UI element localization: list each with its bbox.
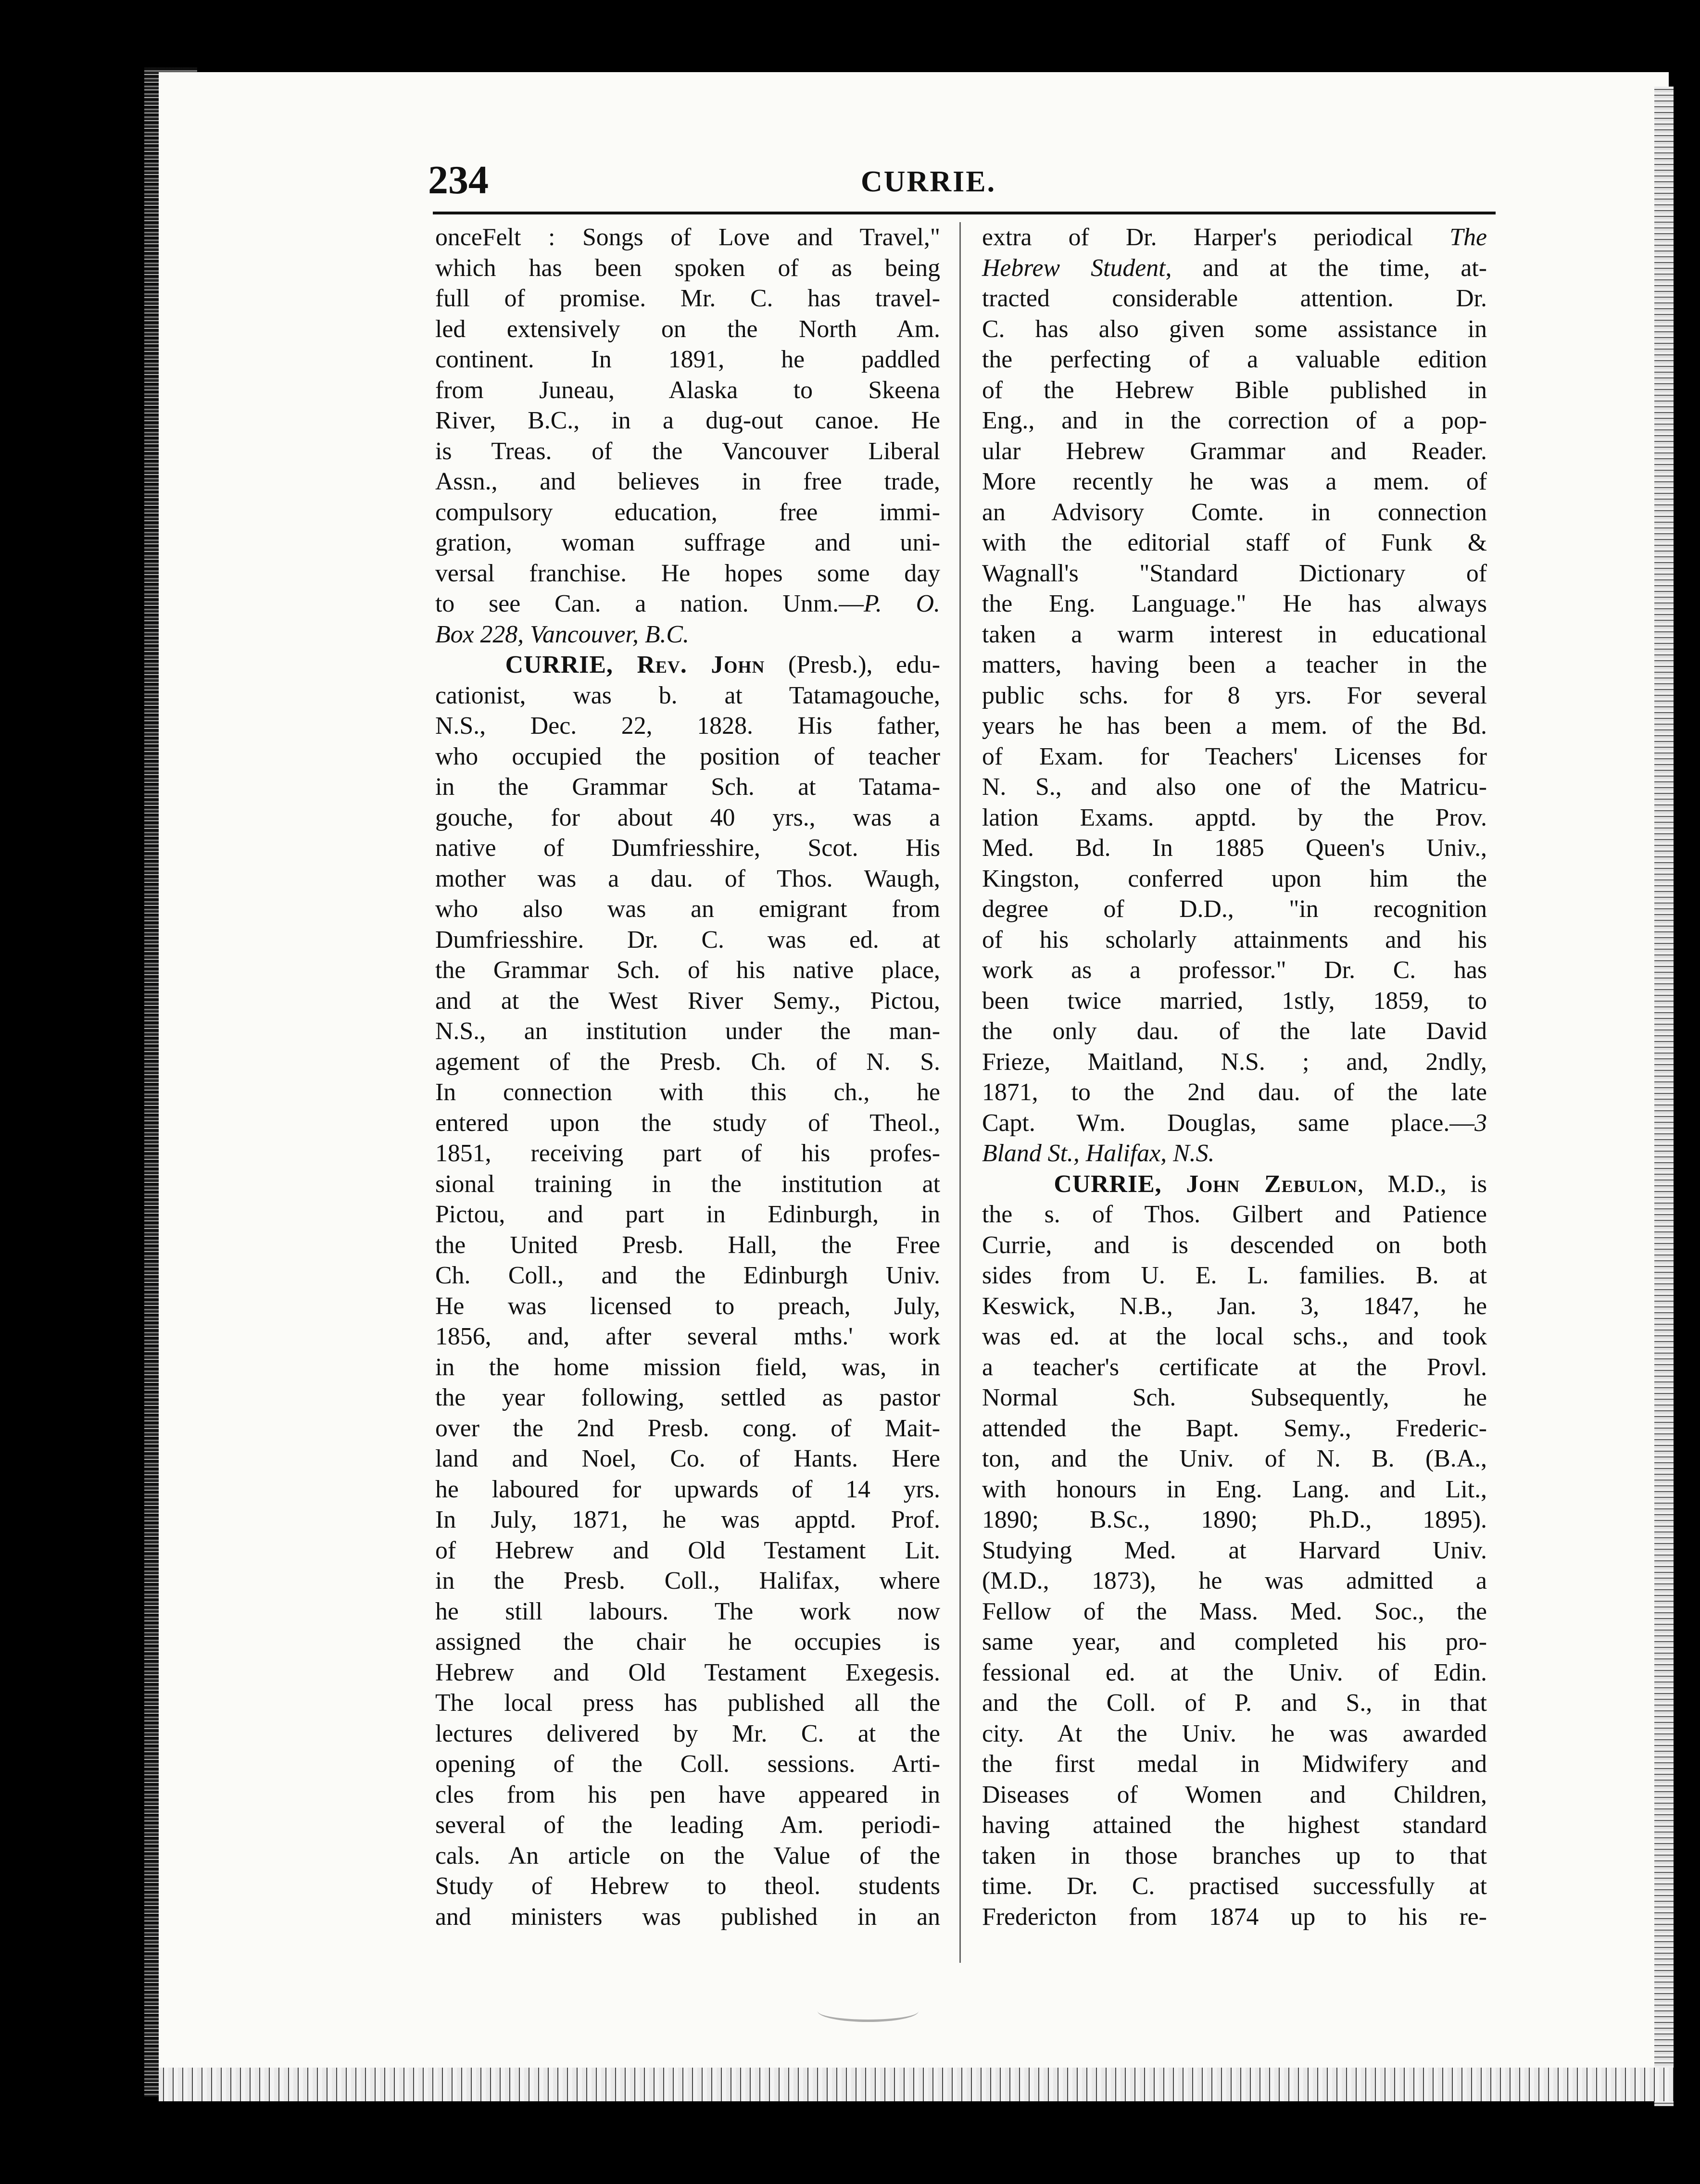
text-line: Studying Med. at Harvard Univ. — [982, 1536, 1487, 1564]
text-line: The local press has published all the — [435, 1689, 940, 1717]
text-fragment: Capt. Wm. Douglas, same place.— — [982, 1109, 1475, 1137]
text-line: Pictou, and part in Edinburgh, in — [435, 1201, 940, 1228]
text-line: sides from U. E. L. families. B. at — [982, 1262, 1487, 1289]
text-fragment: , M.D., is — [1357, 1170, 1487, 1198]
text-line: N. S., and also one of the Matricu- — [982, 773, 1487, 801]
text-line: Fellow of the Mass. Med. Soc., the — [982, 1597, 1487, 1625]
text-line — [982, 1108, 1487, 1139]
ink-smudge — [818, 2000, 919, 2022]
text-line: was ed. at the local schs., and took — [982, 1323, 1487, 1350]
right-page-edge — [1654, 87, 1674, 2106]
text-line: More recently he was a mem. of — [982, 468, 1487, 495]
text-line: full of promise. Mr. C. has travel- — [435, 285, 940, 312]
text-line: of Hebrew and Old Testament Lit. — [435, 1536, 940, 1564]
text-line: cationist, was b. at Tatamagouche, — [435, 681, 940, 709]
text-line: sional training in the institution at — [435, 1170, 940, 1198]
text-line — [982, 253, 1487, 284]
text-line: same year, and completed his pro- — [982, 1628, 1487, 1656]
text-fragment: extra of Dr. Harper's periodical — [982, 224, 1450, 251]
text-line: Fredericton from 1874 up to his re- — [982, 1903, 1487, 1931]
text-line: with honours in Eng. Lang. and Lit., — [982, 1475, 1487, 1503]
text-line: (M.D., 1873), he was admitted a — [982, 1567, 1487, 1594]
text-line: versal franchise. He hopes some day — [435, 559, 940, 587]
text-line: the Grammar Sch. of his native place, — [435, 956, 940, 984]
text-line: public schs. for 8 yrs. For several — [982, 681, 1487, 709]
running-head: CURRIE. — [861, 165, 996, 198]
italic-fragment: 3 — [1474, 1109, 1487, 1137]
text-line: 1871, to the 2nd dau. of the late — [982, 1079, 1487, 1106]
text-line: lectures delivered by Mr. C. at the — [435, 1720, 940, 1747]
text-line: the year following, settled as pastor — [435, 1384, 940, 1411]
text-line: the perfecting of a valuable edition — [982, 346, 1487, 373]
page-number: 234 — [428, 158, 489, 202]
text-line: in the Grammar Sch. at Tatama- — [435, 773, 940, 801]
text-line: Keswick, N.B., Jan. 3, 1847, he — [982, 1292, 1487, 1320]
text-line: tracted considerable attention. Dr. — [982, 285, 1487, 312]
column-divider — [959, 222, 961, 1963]
address-line: Box 228, Vancouver, B.C. — [435, 620, 689, 648]
text-line: entered upon the study of Theol., — [435, 1109, 940, 1137]
text-line: 1851, receiving part of his profes- — [435, 1140, 940, 1167]
italic-fragment: P. O. — [863, 590, 941, 617]
text-line: who also was an emigrant from — [435, 895, 940, 923]
bottom-page-edge — [159, 2068, 1674, 2101]
text-fragment: , and at the time, at- — [1165, 254, 1487, 282]
text-line: having attained the highest standard — [982, 1811, 1487, 1839]
text-line: Eng., and in the correction of a pop- — [982, 407, 1487, 434]
text-line: of Exam. for Teachers' Licenses for — [982, 742, 1487, 770]
text-line: land and Noel, Co. of Hants. Here — [435, 1445, 940, 1472]
text-line: cles from his pen have appeared in — [435, 1781, 940, 1808]
text-line: the s. of Thos. Gilbert and Patience — [982, 1201, 1487, 1228]
text-fragment: (Presb.), edu- — [765, 651, 940, 678]
text-line: gration, woman suffrage and uni- — [435, 529, 940, 556]
page-header — [428, 159, 1289, 202]
text-line: several of the leading Am. periodi- — [435, 1811, 940, 1839]
text-line: of the Hebrew Bible published in — [982, 376, 1487, 404]
text-line — [982, 222, 1487, 253]
text-line — [435, 589, 940, 619]
text-line: In connection with this ch., he — [435, 1079, 940, 1106]
text-line: native of Dumfriesshire, Scot. His — [435, 834, 940, 862]
text-line: continent. In 1891, he paddled — [435, 346, 940, 373]
text-line: is Treas. of the Vancouver Liberal — [435, 437, 940, 465]
entry-name: CURRIE, John Zebulon — [1054, 1170, 1358, 1198]
text-line: C. has also given some assistance in — [982, 315, 1487, 343]
entry-heading-line — [435, 650, 940, 680]
text-line: Currie, and is descended on both — [982, 1231, 1487, 1259]
text-line: Kingston, conferred upon him the — [982, 865, 1487, 892]
text-line: He was licensed to preach, July, — [435, 1292, 940, 1320]
text-line: years he has been a mem. of the Bd. — [982, 712, 1487, 740]
text-line: Wagnall's "Standard Dictionary of — [982, 559, 1487, 587]
text-line: lation Exams. apptd. by the Prov. — [982, 803, 1487, 831]
text-line: taken a warm interest in educational — [982, 620, 1487, 648]
text-line: and at the West River Semy., Pictou, — [435, 987, 940, 1015]
text-line: In July, 1871, he was apptd. Prof. — [435, 1506, 940, 1533]
text-line: which has been spoken of as being — [435, 254, 940, 282]
text-line: the Eng. Language." He has always — [982, 590, 1487, 617]
text-fragment: to see Can. a nation. Unm.— — [435, 590, 864, 617]
left-column — [435, 222, 940, 1932]
text-line: from Juneau, Alaska to Skeena — [435, 376, 940, 404]
text-line: Study of Hebrew to theol. students — [435, 1872, 940, 1900]
text-line: he still labours. The work now — [435, 1597, 940, 1625]
text-line: ular Hebrew Grammar and Reader. — [982, 437, 1487, 465]
text-line: cals. An article on the Value of the — [435, 1842, 940, 1870]
text-line: matters, having been a teacher in the — [982, 651, 1487, 678]
text-line: work as a professor." Dr. C. has — [982, 956, 1487, 984]
text-line: in the home mission field, was, in — [435, 1353, 940, 1381]
text-line: and ministers was published in an — [435, 1903, 940, 1931]
text-line: 1856, and, after several mths.' work — [435, 1323, 940, 1350]
text-line: who occupied the position of teacher — [435, 742, 940, 770]
text-line: ton, and the Univ. of N. B. (B.A., — [982, 1445, 1487, 1472]
text-line: Ch. Coll., and the Edinburgh Univ. — [435, 1262, 940, 1289]
text-line: Normal Sch. Subsequently, he — [982, 1384, 1487, 1411]
text-line: the first medal in Midwifery and — [982, 1750, 1487, 1778]
entry-name: CURRIE, Rev. John — [505, 651, 765, 678]
right-column — [982, 222, 1487, 1932]
text-line: attended the Bapt. Semy., Frederic- — [982, 1414, 1487, 1442]
text-line: a teacher's certificate at the Provl. — [982, 1353, 1487, 1381]
text-line: over the 2nd Presb. cong. of Mait- — [435, 1414, 940, 1442]
text-line: compulsory education, free immi- — [435, 498, 940, 526]
text-line: 1890; B.Sc., 1890; Ph.D., 1895). — [982, 1506, 1487, 1533]
text-line: been twice married, 1stly, 1859, to — [982, 987, 1487, 1015]
italic-fragment: The — [1449, 224, 1487, 251]
text-line: opening of the Coll. sessions. Arti- — [435, 1750, 940, 1778]
text-line: an Advisory Comte. in connection — [982, 498, 1487, 526]
text-line: gouche, for about 40 yrs., was a — [435, 803, 940, 831]
text-line: N.S., an institution under the man- — [435, 1017, 940, 1045]
text-line: the only dau. of the late David — [982, 1017, 1487, 1045]
text-line: he laboured for upwards of 14 yrs. — [435, 1475, 940, 1503]
text-line: of his scholarly attainments and his — [982, 926, 1487, 954]
text-line: Hebrew and Old Testament Exegesis. — [435, 1658, 940, 1686]
text-line: Frieze, Maitland, N.S. ; and, 2ndly, — [982, 1048, 1487, 1076]
entry-heading-line — [982, 1169, 1487, 1200]
text-line: and the Coll. of P. and S., in that — [982, 1689, 1487, 1717]
text-line: city. At the Univ. he was awarded — [982, 1720, 1487, 1747]
text-line: Dumfriesshire. Dr. C. was ed. at — [435, 926, 940, 954]
text-line: taken in those branches up to that — [982, 1842, 1487, 1870]
text-line: agement of the Presb. Ch. of N. S. — [435, 1048, 940, 1076]
text-line: River, B.C., in a dug-out canoe. He — [435, 407, 940, 434]
text-line: with the editorial staff of Funk & — [982, 529, 1487, 556]
text-line: assigned the chair he occupies is — [435, 1628, 940, 1656]
text-line: Assn., and believes in free trade, — [435, 468, 940, 495]
text-line: onceFelt : Songs of Love and Travel," — [435, 224, 940, 251]
text-line: N.S., Dec. 22, 1828. His father, — [435, 712, 940, 740]
text-line: fessional ed. at the Univ. of Edin. — [982, 1658, 1487, 1686]
italic-fragment: Hebrew Student — [982, 254, 1166, 282]
address-line: Bland St., Halifax, N.S. — [982, 1140, 1215, 1167]
text-line: mother was a dau. of Thos. Waugh, — [435, 865, 940, 892]
header-rule — [433, 212, 1496, 214]
text-line: the United Presb. Hall, the Free — [435, 1231, 940, 1259]
text-line: Diseases of Women and Children, — [982, 1781, 1487, 1808]
text-line: led extensively on the North Am. — [435, 315, 940, 343]
text-line: time. Dr. C. practised successfully at — [982, 1872, 1487, 1900]
text-line: in the Presb. Coll., Halifax, where — [435, 1567, 940, 1594]
text-line: degree of D.D., "in recognition — [982, 895, 1487, 923]
text-line: Med. Bd. In 1885 Queen's Univ., — [982, 834, 1487, 862]
